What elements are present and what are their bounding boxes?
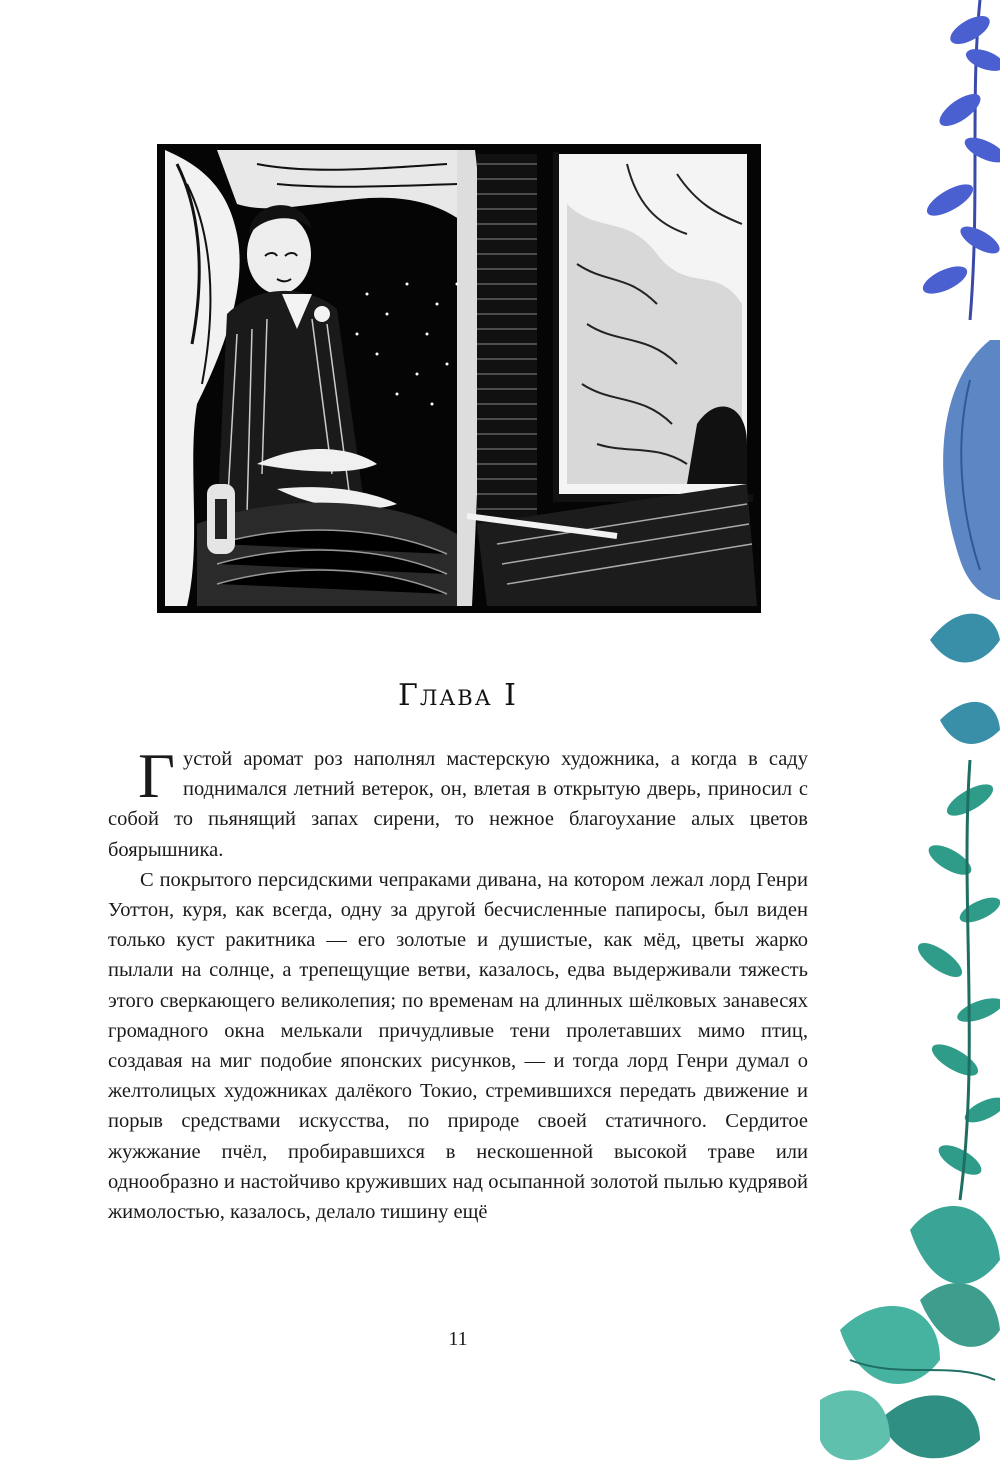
paragraph-1-text: устой аромат роз наполнял мастерскую художника, а когда в саду поднимался летний ветерок, он, влетая в открытую дверь, приносил с собой то пьянящий запах сирени, то нежное благоухание алых цветов боярышника. [108, 748, 808, 861]
floral-border [820, 0, 1000, 1467]
paragraph-1 [108, 740, 808, 865]
chapter-illustration [157, 144, 761, 613]
drop-cap: Г [138, 740, 175, 811]
paragraph-2: С покрытого персидскими чепраками дивана, на котором лежал лорд Генри Уоттон, куря, как всегда, одну за другой бесчисленные папиросы, был виден только куст ракитника — его золотые и душистые, как мёд, цветы жарко пылали на солнце, а трепещущие ветви, казалось, едва выдерживали тяжесть этого сверкающего великолепия; по временам на длинных шёлковых занавесях громадного окна мелькали причудливые тени пролетавших мимо птиц, создавая на миг подобие японских рисунков, — и тогда лорд Генри думал о желтолицых художниках далёкого Токио, стремившихся передать движение и порыв средствами искусства, по природе своей статичного. Сердитое жужжание пчёл, пробиравшихся в нескошенной высокой траве или однообразно и настойчиво круживших над осыпанной золотой пылью кудрявой жимолостью, казалось, делало тишину ещё [108, 868, 808, 1224]
chapter-title: Глава I [397, 678, 518, 713]
page-number: 11 [448, 1328, 468, 1350]
chapter-body [108, 740, 808, 1227]
